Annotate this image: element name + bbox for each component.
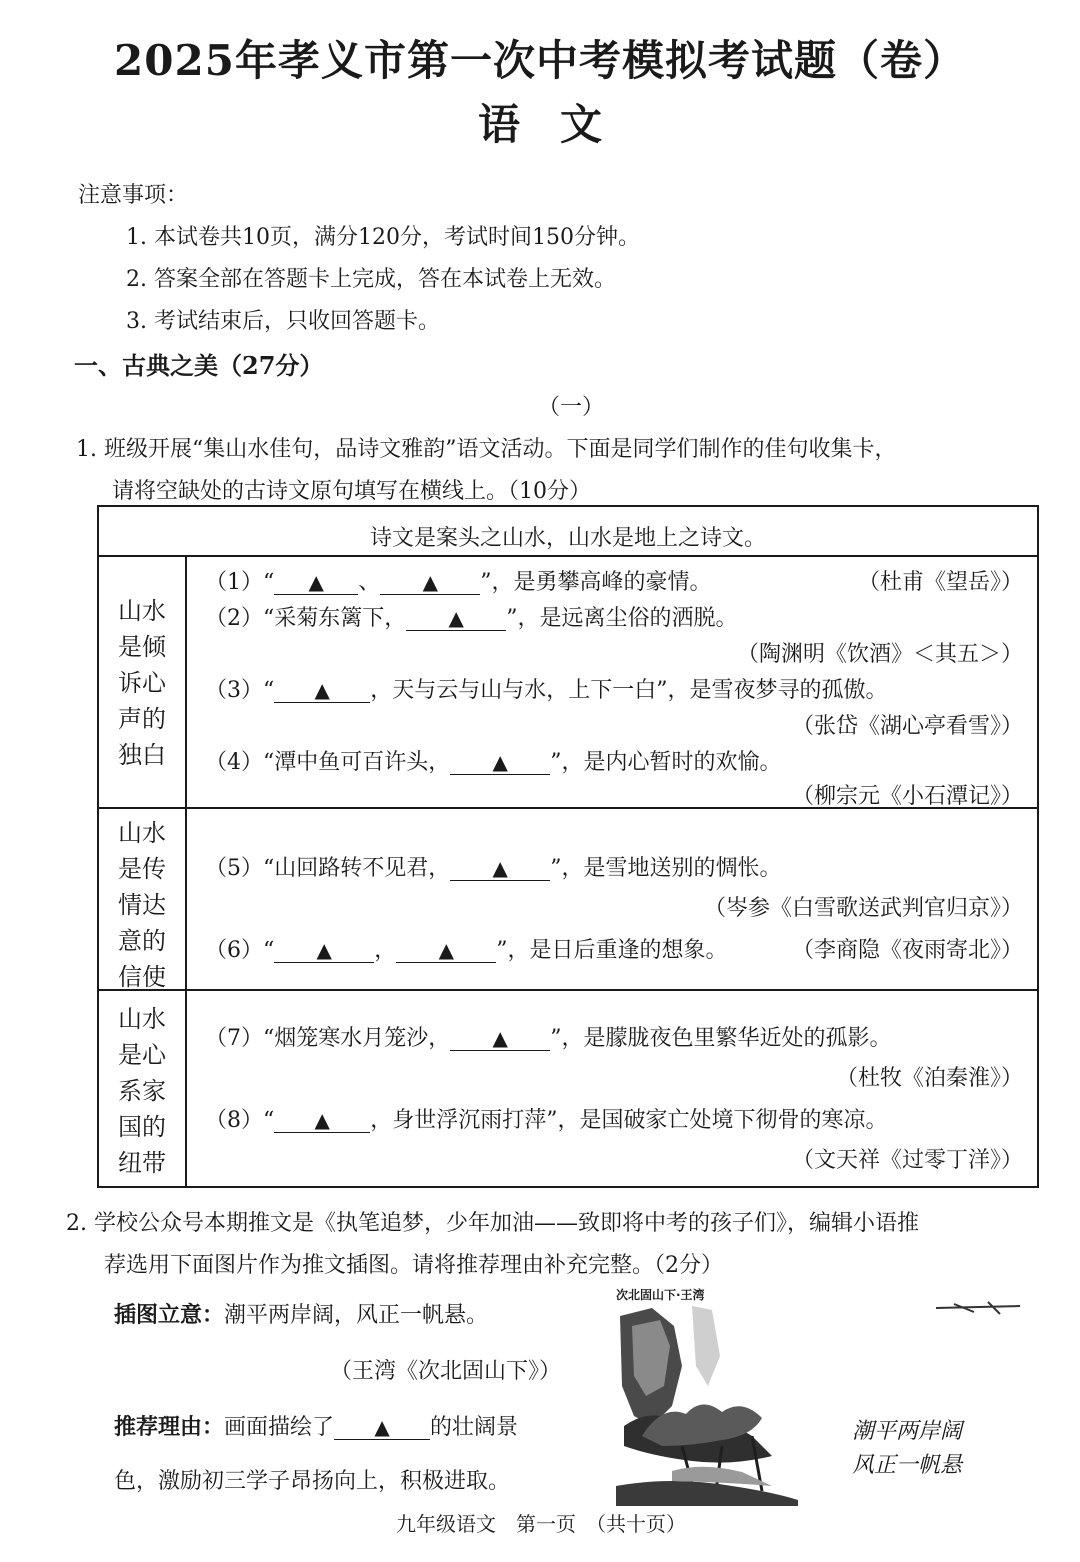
item-8: （8）“ ▲ ，身世浮沉雨打萍”，是国破家亡处境下彻骨的寒凉。: [205, 1108, 888, 1133]
illustration-intent: 插图立意：潮平两岸阔，风正一帆悬。: [114, 1302, 489, 1328]
item-7-source: （杜牧《泊秦淮》）: [835, 1066, 1023, 1091]
category-1: 山水是倾诉心声的独白: [118, 597, 166, 769]
table-column-divider: [185, 555, 187, 1186]
item-1: （1）“ ▲ 、 ▲ ”，是勇攀高峰的豪情。: [205, 570, 712, 595]
notes-item-1: 1. 本试卷共10页，满分120分，考试时间150分钟。: [126, 225, 640, 250]
item-3: （3）“ ▲ ，天与云与山与水，上下一白”，是雪夜梦寻的孤傲。: [205, 678, 888, 703]
item-6-source: （李商隐《夜雨寄北》）: [791, 938, 1023, 963]
answer-blank[interactable]: ▲: [450, 752, 550, 775]
item-8-source: （文天祥《过零丁洋》）: [791, 1148, 1023, 1173]
subject-title: 语文: [477, 100, 642, 149]
answer-blank[interactable]: ▲: [450, 858, 550, 881]
answer-blank[interactable]: ▲: [334, 1417, 430, 1440]
landscape-illustration: [612, 1286, 802, 1506]
ink-landscape-painting: [612, 1286, 802, 1506]
q2-line1: 2. 学校公众号本期推文是《执笔追梦，少年加油——致即将中考的孩子们》，编辑小语推: [66, 1211, 919, 1236]
illustration-caption: 次北固山下·王湾: [616, 1288, 705, 1302]
item-7: （7）“烟笼寒水月笼沙， ▲ ”，是朦胧夜色里繁华近处的孤影。: [205, 1026, 892, 1051]
answer-blank[interactable]: ▲: [274, 940, 374, 963]
notes-item-2: 2. 答案全部在答题卡上完成，答在本试卷上无效。: [126, 267, 616, 292]
table-header-text: 诗文是案头之山水，山水是地上之诗文。: [369, 526, 766, 551]
answer-blank[interactable]: ▲: [406, 608, 506, 631]
item-4-source: （柳宗元《小石潭记》）: [791, 784, 1023, 809]
section-heading: 一、古典之美（27分）: [74, 351, 324, 380]
item-2-source: （陶渊明《饮酒》＜其五＞）: [736, 642, 1023, 667]
notes-item-3: 3. 考试结束后，只收回答题卡。: [126, 309, 440, 334]
recommend-reason: 推荐理由：画面描绘了 ▲ 的壮阔景: [114, 1414, 519, 1440]
item-1-source: （杜甫《望岳》）: [857, 570, 1023, 595]
item-5: （5）“山回路转不见君， ▲ ”，是雪地送别的惆怅。: [205, 856, 782, 881]
q2-line2: 荐选用下面图片作为推文插图。请将推荐理由补充完整。（2分）: [104, 1253, 723, 1278]
calligraphy-line-2: 风正一帆悬: [852, 1453, 963, 1478]
answer-blank[interactable]: ▲: [396, 940, 496, 963]
answer-blank[interactable]: ▲: [380, 572, 480, 595]
q1-line2: 请将空缺处的古诗文原句填写在横线上。（10分）: [112, 479, 591, 504]
reason-line2: 色，激励初三学子昂扬向上，积极进取。: [114, 1469, 511, 1494]
sail-sketch-icon: [934, 1296, 1024, 1320]
q1-line1: 1. 班级开展“集山水佳句，品诗文雅韵”语文活动。下面是同学们制作的佳句收集卡，: [76, 437, 897, 462]
item-3-source: （张岱《湖心亭看雪》）: [791, 714, 1023, 739]
table-divider: [99, 989, 1037, 991]
part-label: （一）: [538, 395, 605, 420]
answer-blank[interactable]: ▲: [274, 680, 370, 703]
item-4: （4）“潭中鱼可百许头， ▲ ”，是内心暂时的欢愉。: [205, 750, 782, 775]
category-2: 山水是传情达意的信使: [118, 819, 166, 991]
item-5-source: （岑参《白雪歌送武判官归京》）: [703, 896, 1023, 921]
item-6: （6）“ ▲ ， ▲ ”，是日后重逢的想象。: [205, 938, 728, 963]
poem-collection-table: [97, 505, 1039, 1188]
answer-blank[interactable]: ▲: [274, 1110, 370, 1133]
intent-source: （王湾《次北固山下》）: [330, 1359, 562, 1384]
page-footer: 九年级语文 第一页 （共十页）: [396, 1512, 686, 1536]
table-divider: [99, 555, 1037, 557]
category-3: 山水是心系家国的纽带: [118, 1005, 166, 1177]
notes-heading: 注意事项：: [78, 183, 189, 208]
exam-title: 2025年孝义市第一次中考模拟考试题（卷）: [114, 36, 966, 85]
answer-blank[interactable]: ▲: [450, 1028, 550, 1051]
calligraphy-line-1: 潮平两岸阔: [852, 1419, 963, 1444]
answer-blank[interactable]: ▲: [274, 572, 358, 595]
item-2: （2）“采菊东篱下， ▲ ”，是远离尘俗的洒脱。: [205, 606, 738, 631]
